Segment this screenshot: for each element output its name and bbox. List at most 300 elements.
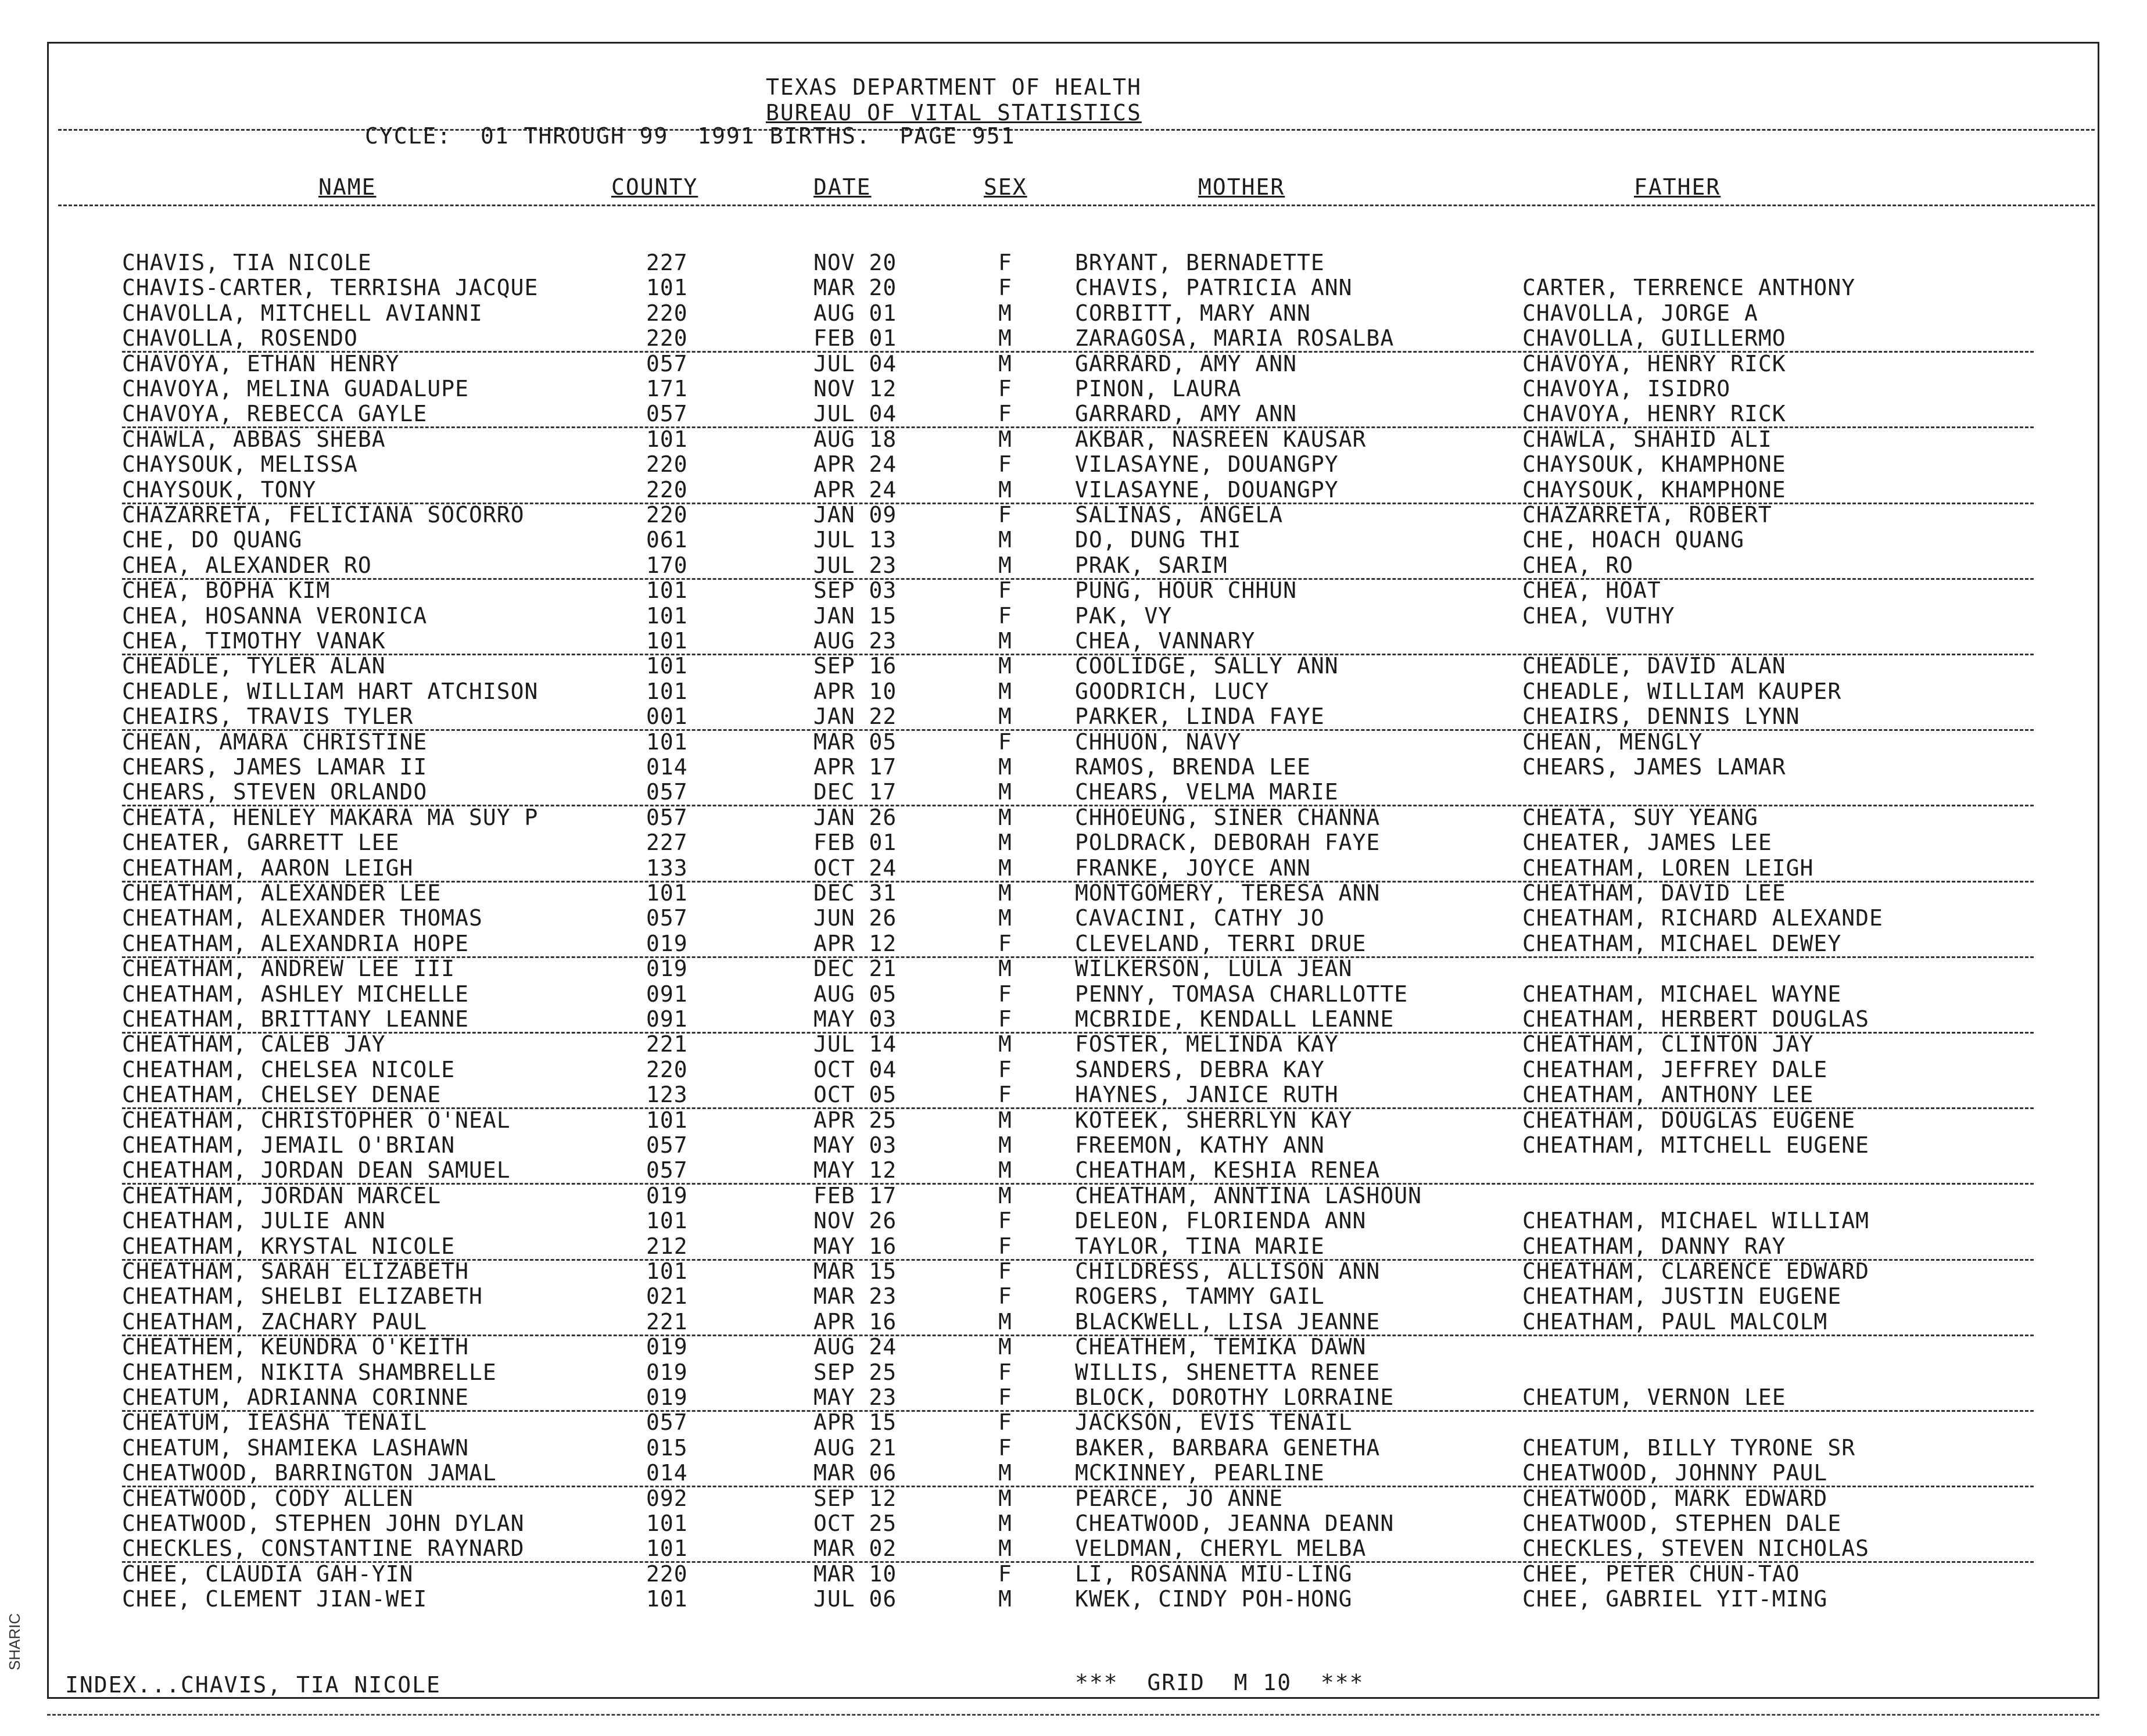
cell-sex: M [998,653,1012,679]
cell-sex: M [998,678,1012,704]
cell-father: CHEATHAM, MICHAEL WAYNE [1522,981,1842,1007]
cell-mother: WILKERSON, LULA JEAN [1075,956,1353,982]
cell-date: NOV 26 [813,1208,897,1234]
cell-county: 101 [646,1107,688,1133]
cell-father: CARTER, TERRENCE ANTHONY [1522,275,1856,301]
cell-sex: F [998,250,1012,275]
cell-sex: M [998,350,1012,376]
cell-father: CHEA, VUTHY [1522,602,1675,629]
cell-county: 019 [646,1334,688,1360]
cell-father: CHEATWOOD, STEPHEN DALE [1522,1511,1842,1536]
cell-father: CHEARS, JAMES LAMAR [1522,754,1786,780]
cell-father: CHEATUM, BILLY TYRONE SR [1522,1434,1856,1461]
cell-name: CHEATHAM, ANDREW LEE III [122,956,456,982]
cell-father: CHEE, GABRIEL YIT-MING [1522,1586,1828,1612]
cell-mother: VILASAYNE, DOUANGPY [1075,476,1339,503]
cell-date: JAN 09 [813,502,897,528]
table-row [122,553,2034,580]
cell-mother: HAYNES, JANICE RUTH [1075,1082,1339,1108]
cell-county: 227 [646,250,688,275]
cell-county: 220 [646,325,688,351]
cell-county: 220 [646,476,688,503]
cell-date: FEB 01 [813,830,897,856]
cell-date: MAR 05 [813,729,897,755]
cell-name: CHEATHEM, NIKITA SHAMBRELLE [122,1359,497,1385]
cell-date: JUL 23 [813,552,897,578]
cell-father: CHAZARRETA, ROBERT [1522,502,1772,528]
cell-mother: CHILDRESS, ALLISON ANN [1075,1258,1381,1284]
cell-date: JUN 26 [813,905,897,931]
column-header-sex: SEX [984,174,1027,200]
cell-name: CHAWLA, ABBAS SHEBA [122,426,386,452]
cell-date: NOV 12 [813,376,897,401]
column-header-name: NAME [318,174,377,200]
cell-name: CHEATHAM, JEMAIL O'BRIAN [122,1132,456,1158]
cell-name: CHEATUM, ADRIANNA CORINNE [122,1385,469,1410]
column-header-mother: MOTHER [1198,174,1285,200]
cell-mother: PINON, LAURA [1075,376,1242,401]
cell-name: CHEATHAM, CHELSEA NICOLE [122,1056,456,1082]
cell-county: 220 [646,451,688,478]
cell-name: CHEATUM, IEASHA TENAIL [122,1409,428,1436]
cell-sex: M [998,476,1012,503]
cell-sex: M [998,1460,1012,1486]
cell-mother: MONTGOMERY, TERESA ANN [1075,880,1381,906]
cell-father: CHEA, HOAT [1522,578,1661,604]
cell-county: 019 [646,956,688,982]
cell-mother: VILASAYNE, DOUANGPY [1075,451,1339,478]
cell-father: CHAYSOUK, KHAMPHONE [1522,451,1786,478]
cell-mother: KOTEEK, SHERRLYN KAY [1075,1107,1353,1133]
cell-date: APR 17 [813,754,897,780]
cell-father: CHAYSOUK, KHAMPHONE [1522,476,1786,503]
cell-county: 091 [646,981,688,1007]
cell-sex: M [998,1308,1012,1335]
cell-sex: M [998,905,1012,931]
cell-name: CHEATHAM, JORDAN MARCEL [122,1182,442,1208]
cell-name: CHEATWOOD, STEPHEN JOHN DYLAN [122,1511,525,1536]
cell-father: CHEATHAM, MITCHELL EUGENE [1522,1132,1869,1158]
cell-mother: VELDMAN, CHERYL MELBA [1075,1536,1367,1562]
cell-father: CHEATWOOD, JOHNNY PAUL [1522,1460,1828,1486]
cell-sex: F [998,1561,1012,1587]
cell-sex: F [998,602,1012,629]
cell-father: CHEATHAM, CLINTON JAY [1522,1031,1814,1057]
cell-father: CHEATHAM, HERBERT DOUGLAS [1522,1006,1869,1032]
cell-name: CHEATHAM, CHRISTOPHER O'NEAL [122,1107,511,1133]
cell-name: CHEATER, GARRETT LEE [122,830,400,856]
cell-mother: GARRARD, AMY ANN [1075,350,1297,376]
header-divider [58,129,2095,131]
cell-father: CHEATHAM, JUSTIN EUGENE [1522,1283,1842,1310]
cell-father: CHAVOYA, HENRY RICK [1522,401,1786,427]
cell-county: 092 [646,1485,688,1511]
cell-sex: M [998,325,1012,351]
cell-county: 101 [646,1511,688,1536]
cell-mother: BLACKWELL, LISA JEANNE [1075,1308,1381,1335]
cell-name: CHEATHAM, CALEB JAY [122,1031,386,1057]
cell-name: CHEATHAM, ALEXANDRIA HOPE [122,930,469,956]
cell-father: CHE, HOACH QUANG [1522,527,1745,553]
cell-name: CHAYSOUK, TONY [122,476,317,503]
cell-father: CHEADLE, WILLIAM KAUPER [1522,678,1842,704]
cell-name: CHECKLES, CONSTANTINE RAYNARD [122,1536,525,1562]
cell-father: CHEATHAM, CLARENCE EDWARD [1522,1258,1869,1284]
cell-mother: MCKINNEY, PEARLINE [1075,1460,1325,1486]
cell-mother: JACKSON, EVIS TENAIL [1075,1409,1353,1436]
cell-father: CHEAN, MENGLY [1522,729,1703,755]
cell-sex: M [998,855,1012,881]
cell-mother: CHEATWOOD, JEANNA DEANN [1075,1511,1395,1536]
cell-sex: F [998,451,1012,478]
cell-sex: M [998,779,1012,805]
cell-date: SEP 16 [813,653,897,679]
cell-sex: F [998,401,1012,427]
cell-father: CHEATHAM, JEFFREY DALE [1522,1056,1828,1082]
cell-mother: CHHOEUNG, SINER CHANNA [1075,804,1381,830]
cell-date: JUL 13 [813,527,897,553]
cell-date: OCT 25 [813,1511,897,1536]
cell-father: CHEATHAM, DOUGLAS EUGENE [1522,1107,1856,1133]
cell-name: CHAYSOUK, MELISSA [122,451,358,478]
cell-county: 019 [646,1359,688,1385]
cell-mother: FOSTER, MELINDA KAY [1075,1031,1339,1057]
cell-sex: M [998,1586,1012,1612]
cell-date: MAY 03 [813,1006,897,1032]
cell-date: AUG 05 [813,981,897,1007]
table-row [122,1460,2034,1487]
cell-sex: M [998,880,1012,906]
cell-county: 057 [646,1132,688,1158]
cell-father: CHECKLES, STEVEN NICHOLAS [1522,1536,1869,1562]
cell-county: 057 [646,401,688,427]
cell-father: CHEATA, SUY YEANG [1522,804,1758,830]
cell-name: CHEADLE, WILLIAM HART ATCHISON [122,678,539,704]
cell-mother: SANDERS, DEBRA KAY [1075,1056,1325,1082]
column-header-county: COUNTY [611,174,698,200]
cell-name: CHEATHAM, ZACHARY PAUL [122,1308,428,1335]
cell-mother: BAKER, BARBARA GENETHA [1075,1434,1381,1461]
cell-father: CHEAIRS, DENNIS LYNN [1522,704,1800,730]
cell-mother: PENNY, TOMASA CHARLLOTTE [1075,981,1408,1007]
cell-date: SEP 03 [813,578,897,604]
cell-date: APR 15 [813,1409,897,1436]
cell-county: 101 [646,729,688,755]
cell-county: 015 [646,1434,688,1461]
cell-sex: M [998,830,1012,856]
bottom-edge-rule [47,1714,2099,1716]
cell-county: 101 [646,1258,688,1284]
table-row [122,704,2034,731]
side-label: SHARIC [6,1613,23,1670]
cell-sex: F [998,578,1012,604]
header-agency: TEXAS DEPARTMENT OF HEALTH [766,74,1142,100]
cell-sex: M [998,300,1012,326]
cell-mother: CLEVELAND, TERRI DRUE [1075,930,1367,956]
cell-county: 101 [646,1586,688,1612]
cell-mother: PARKER, LINDA FAYE [1075,704,1325,730]
cell-mother: ROGERS, TAMMY GAIL [1075,1283,1325,1310]
cell-mother: GARRARD, AMY ANN [1075,401,1297,427]
cell-date: APR 10 [813,678,897,704]
cell-father: CHAWLA, SHAHID ALI [1522,426,1772,452]
cell-name: CHEAIRS, TRAVIS TYLER [122,704,414,730]
cell-sex: M [998,527,1012,553]
cell-county: 057 [646,1157,688,1183]
cell-father: CHEADLE, DAVID ALAN [1522,653,1786,679]
cell-sex: F [998,1409,1012,1436]
cell-sex: F [998,1258,1012,1284]
cell-mother: PRAK, SARIM [1075,552,1228,578]
cell-father: CHEATHAM, DANNY RAY [1522,1233,1786,1259]
cell-county: 221 [646,1308,688,1335]
cell-name: CHAVOLLA, ROSENDO [122,325,358,351]
cell-father: CHEATHAM, MICHAEL DEWEY [1522,930,1842,956]
cell-sex: M [998,1107,1012,1133]
cell-mother: CHEATHEM, TEMIKA DAWN [1075,1334,1367,1360]
table-row [122,1157,2034,1185]
cell-sex: M [998,956,1012,982]
cell-date: DEC 17 [813,779,897,805]
cell-father: CHEATHAM, PAUL MALCOLM [1522,1308,1828,1335]
cell-date: AUG 01 [813,300,897,326]
cell-mother: CORBITT, MARY ANN [1075,300,1311,326]
cell-date: AUG 23 [813,628,897,654]
cell-name: CHEARS, STEVEN ORLANDO [122,779,428,805]
cell-date: JUL 04 [813,350,897,376]
cell-date: OCT 04 [813,1056,897,1082]
cell-county: 101 [646,880,688,906]
cell-county: 057 [646,1409,688,1436]
cell-father: CHEATHAM, LOREN LEIGH [1522,855,1814,881]
cell-county: 019 [646,1182,688,1208]
cell-county: 091 [646,1006,688,1032]
cell-county: 101 [646,602,688,629]
cell-father: CHAVOLLA, JORGE A [1522,300,1758,326]
cell-date: MAR 23 [813,1283,897,1310]
cell-sex: M [998,426,1012,452]
cell-sex: M [998,1031,1012,1057]
cell-name: CHEATHAM, AARON LEIGH [122,855,414,881]
cell-mother: PEARCE, JO ANNE [1075,1485,1284,1511]
cell-county: 061 [646,527,688,553]
cell-mother: COOLIDGE, SALLY ANN [1075,653,1339,679]
cell-sex: M [998,1536,1012,1562]
cell-name: CHEATHAM, SARAH ELIZABETH [122,1258,469,1284]
cell-mother: MCBRIDE, KENDALL LEANNE [1075,1006,1395,1032]
cell-mother: DELEON, FLORIENDA ANN [1075,1208,1367,1234]
cell-county: 101 [646,653,688,679]
cell-date: SEP 12 [813,1485,897,1511]
footer-index: INDEX...CHAVIS, TIA NICOLE [65,1672,441,1698]
cell-name: CHAZARRETA, FELICIANA SOCORRO [122,502,525,528]
cell-county: 101 [646,678,688,704]
cell-county: 171 [646,376,688,401]
cell-county: 220 [646,1056,688,1082]
cell-sex: F [998,981,1012,1007]
table-row [122,477,2034,504]
cell-date: JAN 22 [813,704,897,730]
cell-county: 001 [646,704,688,730]
cell-name: CHAVIS, TIA NICOLE [122,250,372,275]
cell-county: 057 [646,779,688,805]
cell-father: CHEE, PETER CHUN-TAO [1522,1561,1800,1587]
cell-mother: TAYLOR, TINA MARIE [1075,1233,1325,1259]
cell-date: MAR 15 [813,1258,897,1284]
cell-date: FEB 17 [813,1182,897,1208]
table-row [122,1006,2034,1034]
cell-county: 170 [646,552,688,578]
cell-mother: FRANKE, JOYCE ANN [1075,855,1311,881]
cell-sex: F [998,930,1012,956]
cell-date: APR 16 [813,1308,897,1335]
cell-county: 057 [646,350,688,376]
cell-county: 101 [646,426,688,452]
cell-father: CHEATHAM, DAVID LEE [1522,880,1786,906]
cell-father: CHEATER, JAMES LEE [1522,830,1772,856]
cell-sex: F [998,1006,1012,1032]
cell-sex: F [998,1359,1012,1385]
cell-name: CHEATA, HENLEY MAKARA MA SUY P [122,804,539,830]
cell-county: 101 [646,275,688,301]
cell-county: 220 [646,300,688,326]
cell-name: CHEAN, AMARA CHRISTINE [122,729,428,755]
cell-mother: GOODRICH, LUCY [1075,678,1270,704]
cell-name: CHEATHAM, ALEXANDER THOMAS [122,905,483,931]
cell-county: 019 [646,930,688,956]
cell-name: CHEATHAM, SHELBI ELIZABETH [122,1283,483,1310]
cell-county: 123 [646,1082,688,1108]
cell-father: CHEATHAM, RICHARD ALEXANDE [1522,905,1883,931]
cell-father: CHEATHAM, ANTHONY LEE [1522,1082,1814,1108]
cell-sex: F [998,1283,1012,1310]
table-row [122,401,2034,428]
cell-sex: M [998,552,1012,578]
cell-date: JAN 15 [813,602,897,629]
cell-mother: ZARAGOSA, MARIA ROSALBA [1075,325,1395,351]
cell-date: APR 12 [813,930,897,956]
cell-sex: M [998,1132,1012,1158]
table-row [122,1233,2034,1261]
cell-county: 221 [646,1031,688,1057]
cell-county: 101 [646,628,688,654]
cell-county: 057 [646,905,688,931]
cell-date: MAR 06 [813,1460,897,1486]
cell-name: CHAVIS-CARTER, TERRISHA JACQUE [122,275,539,301]
cell-name: CHAVOLLA, MITCHELL AVIANNI [122,300,483,326]
cell-name: CHEATHAM, JULIE ANN [122,1208,386,1234]
cell-date: MAY 23 [813,1385,897,1410]
cell-name: CHEADLE, TYLER ALAN [122,653,386,679]
cell-mother: BRYANT, BERNADETTE [1075,250,1325,275]
cell-mother: CHEATHAM, KESHIA RENEA [1075,1157,1381,1183]
cell-mother: WILLIS, SHENETTA RENEE [1075,1359,1381,1385]
cell-name: CHEATUM, SHAMIEKA LASHAWN [122,1434,469,1461]
column-header-date: DATE [813,174,872,200]
cell-mother: CAVACINI, CATHY JO [1075,905,1325,931]
cell-mother: BLOCK, DOROTHY LORRAINE [1075,1385,1395,1410]
cell-father: CHAVOLLA, GUILLERMO [1522,325,1786,351]
cell-mother: AKBAR, NASREEN KAUSAR [1075,426,1367,452]
cell-date: JUL 04 [813,401,897,427]
cell-sex: F [998,1233,1012,1259]
cell-county: 220 [646,502,688,528]
cell-name: CHAVOYA, MELINA GUADALUPE [122,376,469,401]
cell-county: 227 [646,830,688,856]
cell-name: CHEE, CLAUDIA GAH-YIN [122,1561,414,1587]
cell-date: DEC 21 [813,956,897,982]
cell-father: CHEA, RO [1522,552,1634,578]
cell-date: MAY 16 [813,1233,897,1259]
cell-name: CHEATHAM, ASHLEY MICHELLE [122,981,469,1007]
table-row [122,1385,2034,1412]
header-bureau: BUREAU OF VITAL STATISTICS [766,100,1142,125]
cell-date: MAY 03 [813,1132,897,1158]
cell-county: 101 [646,1536,688,1562]
cell-name: CHAVOYA, ETHAN HENRY [122,350,400,376]
table-row [122,1536,2034,1563]
cell-father: CHEATWOOD, MARK EDWARD [1522,1485,1828,1511]
cell-sex: F [998,1082,1012,1108]
cell-county: 057 [646,804,688,830]
cell-name: CHEATHAM, JORDAN DEAN SAMUEL [122,1157,511,1183]
cell-county: 014 [646,1460,688,1486]
cell-father: CHEATUM, VERNON LEE [1522,1385,1786,1410]
cell-mother: PAK, VY [1075,602,1173,629]
cell-name: CHEA, BOPHA KIM [122,578,331,604]
cell-date: NOV 20 [813,250,897,275]
cell-sex: M [998,704,1012,730]
cell-sex: M [998,1157,1012,1183]
cell-date: MAR 20 [813,275,897,301]
cell-mother: LI, ROSANNA MIU-LING [1075,1561,1353,1587]
cell-name: CHEA, TIMOTHY VANAK [122,628,386,654]
cell-name: CHEATHAM, ALEXANDER LEE [122,880,442,906]
table-row [122,779,2034,806]
cell-name: CHEATHEM, KEUNDRA O'KEITH [122,1334,469,1360]
cell-name: CHEE, CLEMENT JIAN-WEI [122,1586,428,1612]
cell-mother: CHEATHAM, ANNTINA LASHOUN [1075,1182,1422,1208]
cell-sex: M [998,1511,1012,1536]
cell-name: CHE, DO QUANG [122,527,303,553]
cell-mother: CHEA, VANNARY [1075,628,1256,654]
cell-sex: F [998,1385,1012,1410]
cell-sex: M [998,1334,1012,1360]
cell-date: APR 24 [813,476,897,503]
cell-date: MAR 02 [813,1536,897,1562]
cell-sex: F [998,729,1012,755]
footer-grid: *** GRID M 10 *** [1075,1670,1364,1695]
cell-county: 014 [646,754,688,780]
cell-father: CHAVOYA, ISIDRO [1522,376,1731,401]
cell-sex: F [998,1056,1012,1082]
cell-mother: PUNG, HOUR CHHUN [1075,578,1297,604]
cell-name: CHEA, ALEXANDER RO [122,552,372,578]
table-row [122,325,2034,353]
cell-date: JUL 14 [813,1031,897,1057]
cell-name: CHEATWOOD, CODY ALLEN [122,1485,414,1511]
cell-date: AUG 21 [813,1434,897,1461]
cell-mother: FREEMON, KATHY ANN [1075,1132,1325,1158]
cell-name: CHEA, HOSANNA VERONICA [122,602,428,629]
table-row [122,1309,2034,1336]
cell-mother: RAMOS, BRENDA LEE [1075,754,1311,780]
table-row [122,855,2034,883]
cell-county: 212 [646,1233,688,1259]
cell-date: MAY 12 [813,1157,897,1183]
cell-date: DEC 31 [813,880,897,906]
cell-mother: DO, DUNG THI [1075,527,1242,553]
